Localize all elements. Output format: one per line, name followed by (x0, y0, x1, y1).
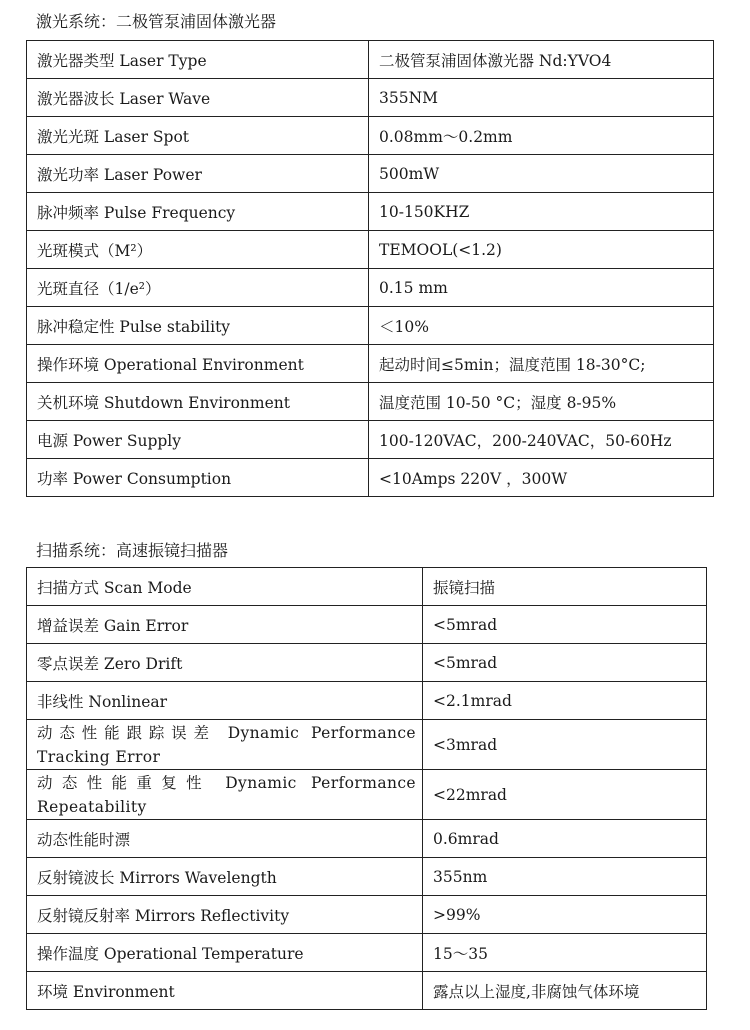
table-row (27, 155, 714, 193)
spec-label: 脉冲频率 Pulse Frequency (27, 193, 369, 231)
table-row (27, 606, 707, 644)
spec-value: 0.08mm～0.2mm (369, 117, 714, 155)
table-row (27, 820, 707, 858)
spec-label: 环境 Environment (27, 972, 423, 1010)
spec-value: 15～35 (423, 934, 707, 972)
spec-label: 扫描方式 Scan Mode (27, 568, 423, 606)
scan-spec-table (26, 567, 707, 1010)
spec-label: 操作温度 Operational Temperature (27, 934, 423, 972)
laser-section-title: 激光系统：二极管泵浦固体激光器 (36, 12, 277, 31)
spec-label: 零点误差 Zero Drift (27, 644, 423, 682)
spec-value: <10Amps 220V ，300W (369, 459, 714, 497)
spec-label: 动态性能跟踪误差 Dynamic Performance Tracking Error (27, 720, 423, 770)
table-row (27, 383, 714, 421)
spec-label: 反射镜反射率 Mirrors Reflectivity (27, 896, 423, 934)
spec-value: TEMOOL(<1.2) (369, 231, 714, 269)
spec-label: 反射镜波长 Mirrors Wavelength (27, 858, 423, 896)
table-row (27, 770, 707, 820)
spec-value: 振镜扫描 (423, 568, 707, 606)
table-row (27, 193, 714, 231)
table-row (27, 459, 714, 497)
spec-value: <3mrad (423, 720, 707, 770)
spec-value: <5mrad (423, 606, 707, 644)
spec-label: 动态性能重复性 Dynamic Performance Repeatability (27, 770, 423, 820)
spec-label: 增益误差 Gain Error (27, 606, 423, 644)
spec-label: 非线性 Nonlinear (27, 682, 423, 720)
spec-value: 100-120VAC，200-240VAC，50-60Hz (369, 421, 714, 459)
table-row (27, 41, 714, 79)
table-row (27, 720, 707, 770)
spec-value: 露点以上湿度,非腐蚀气体环境 (423, 972, 707, 1010)
spec-label: 激光器类型 Laser Type (27, 41, 369, 79)
spec-value: <2.1mrad (423, 682, 707, 720)
spec-label: 激光光斑 Laser Spot (27, 117, 369, 155)
table-row (27, 858, 707, 896)
spec-value: 500mW (369, 155, 714, 193)
spec-label: 功率 Power Consumption (27, 459, 369, 497)
table-row (27, 117, 714, 155)
table-row (27, 307, 714, 345)
spec-value: 10-150KHZ (369, 193, 714, 231)
spec-value: 0.15 mm (369, 269, 714, 307)
spec-label: 光斑模式（M²） (27, 231, 369, 269)
table-row (27, 79, 714, 117)
table-row (27, 231, 714, 269)
table-row (27, 934, 707, 972)
spec-value: 温度范围 10-50 °C；湿度 8-95% (369, 383, 714, 421)
spec-value: >99% (423, 896, 707, 934)
spec-label: 关机环境 Shutdown Environment (27, 383, 369, 421)
spec-value: <22mrad (423, 770, 707, 820)
table-row (27, 896, 707, 934)
table-row (27, 345, 714, 383)
table-row (27, 644, 707, 682)
spec-value: 二极管泵浦固体激光器 Nd:YVO4 (369, 41, 714, 79)
laser-spec-table (26, 40, 714, 497)
spec-value: 355nm (423, 858, 707, 896)
table-row (27, 682, 707, 720)
spec-value: <5mrad (423, 644, 707, 682)
spec-value: 355NM (369, 79, 714, 117)
spec-label: 动态性能时漂 (27, 820, 423, 858)
table-row (27, 972, 707, 1010)
spec-label: 激光功率 Laser Power (27, 155, 369, 193)
spec-value: 0.6mrad (423, 820, 707, 858)
scan-section-title: 扫描系统：高速振镜扫描器 (36, 541, 229, 560)
spec-value: ＜10% (369, 307, 714, 345)
table-row (27, 269, 714, 307)
spec-label: 电源 Power Supply (27, 421, 369, 459)
spec-label: 脉冲稳定性 Pulse stability (27, 307, 369, 345)
spec-label: 激光器波长 Laser Wave (27, 79, 369, 117)
table-row (27, 568, 707, 606)
spec-label: 光斑直径（1/e²） (27, 269, 369, 307)
table-row (27, 421, 714, 459)
spec-value: 起动时间≤5min；温度范围 18-30°C; (369, 345, 714, 383)
spec-label: 操作环境 Operational Environment (27, 345, 369, 383)
